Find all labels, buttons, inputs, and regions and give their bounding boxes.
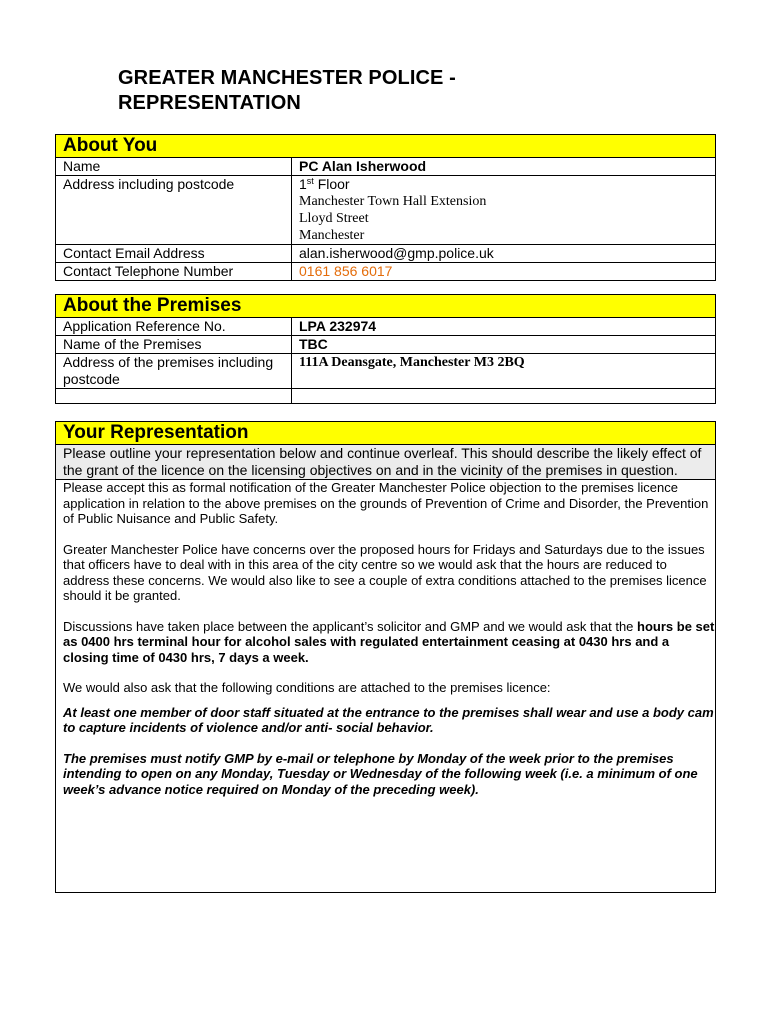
address-line-4: Manchester (299, 228, 365, 243)
condition-body-cam: At least one member of door staff situated at the entrance to the premises shall wear and use a body cam to capture incidents of violence and/or anti- social behavior. (63, 704, 714, 735)
title-line-1: GREATER MANCHESTER POLICE - (118, 67, 456, 89)
representation-instructions-row (56, 445, 716, 480)
para-conditions-intro: We would also ask that the following conditions are attached to the premises licence: (63, 680, 551, 695)
empty-cell (56, 389, 292, 404)
about-you-header (56, 135, 716, 158)
premises-address-value[interactable]: 111A Deansgate, Manchester M3 2BQ (292, 354, 716, 389)
reference-value[interactable]: LPA 232974 (292, 318, 716, 336)
condition-notify-gmp: The premises must notify GMP by e-mail or telephone by Monday of the week prior to the premises intending to open on any Monday, Tuesday or Wednesday of the following week (i.e. a minimum of one week’s advance notice required on Monday of the preceding week). (63, 750, 698, 797)
about-premises-header (56, 295, 716, 318)
address-line-3: Lloyd Street (299, 211, 369, 226)
name-value[interactable]: PC Alan Isherwood (292, 158, 716, 176)
empty-cell[interactable] (292, 389, 716, 404)
about-premises-heading: About the Premises (56, 295, 716, 318)
email-row (56, 245, 716, 263)
address-line-2: Manchester Town Hall Extension (299, 194, 487, 209)
about-you-table (55, 134, 716, 281)
representation-body-row (56, 480, 716, 893)
premises-address-label: Address of the premises including postcode (56, 354, 292, 389)
name-label: Name (56, 158, 292, 176)
reference-label: Application Reference No. (56, 318, 292, 336)
email-value[interactable]: alan.isherwood@gmp.police.uk (292, 245, 716, 263)
title-line-2: REPRESENTATION (118, 92, 301, 114)
about-premises-table (55, 294, 716, 404)
reference-row (56, 318, 716, 336)
email-label: Contact Email Address (56, 245, 292, 263)
para-discussions: Discussions have taken place between the applicant’s solicitor and GMP and we would ask that the hours be set as 0400 hrs terminal hour for alcohol sales with regulated entertainment ceasing at 0430 hrs and a closing time of 0430 hrs, 7 days a week. (63, 618, 715, 665)
address-floor: 1st Floor (299, 176, 350, 192)
phone-row (56, 263, 716, 281)
name-row (56, 158, 716, 176)
premises-name-label: Name of the Premises (56, 336, 292, 354)
document-title (118, 66, 718, 116)
address-label: Address including postcode (56, 176, 292, 245)
premises-address-row (56, 354, 716, 389)
representation-header (56, 422, 716, 445)
address-value[interactable] (292, 176, 716, 245)
representation-heading: Your Representation (56, 422, 716, 445)
representation-instructions: Please outline your representation below and continue overleaf. This should describe the likely effect of the grant of the licence on the licensing objectives on and in the vicinity of the premises in question. (56, 445, 716, 480)
para-concerns: Greater Manchester Police have concerns over the proposed hours for Fridays and Saturdays due to the issues that officers have to deal with in this area of the city centre so we would ask that the hours are reduced to address these concerns. We would also like to see a couple of extra conditions attached to the premises licence should it be granted. (63, 541, 707, 603)
representation-table (55, 421, 716, 893)
address-row (56, 176, 716, 245)
para-objection: Please accept this as formal notification of the Greater Manchester Police objection to the premises licence application in relation to the above premises on the grounds of Prevention of Crime and Disorder, the Prevention of Public Nuisance and Public Safety. (63, 480, 709, 526)
premises-name-value[interactable]: TBC (292, 336, 716, 354)
premises-name-row (56, 336, 716, 354)
phone-label: Contact Telephone Number (56, 263, 292, 281)
about-you-heading: About You (56, 135, 716, 158)
phone-value[interactable]: 0161 856 6017 (292, 263, 716, 281)
representation-text-area[interactable] (56, 480, 716, 893)
premises-empty-row (56, 389, 716, 404)
